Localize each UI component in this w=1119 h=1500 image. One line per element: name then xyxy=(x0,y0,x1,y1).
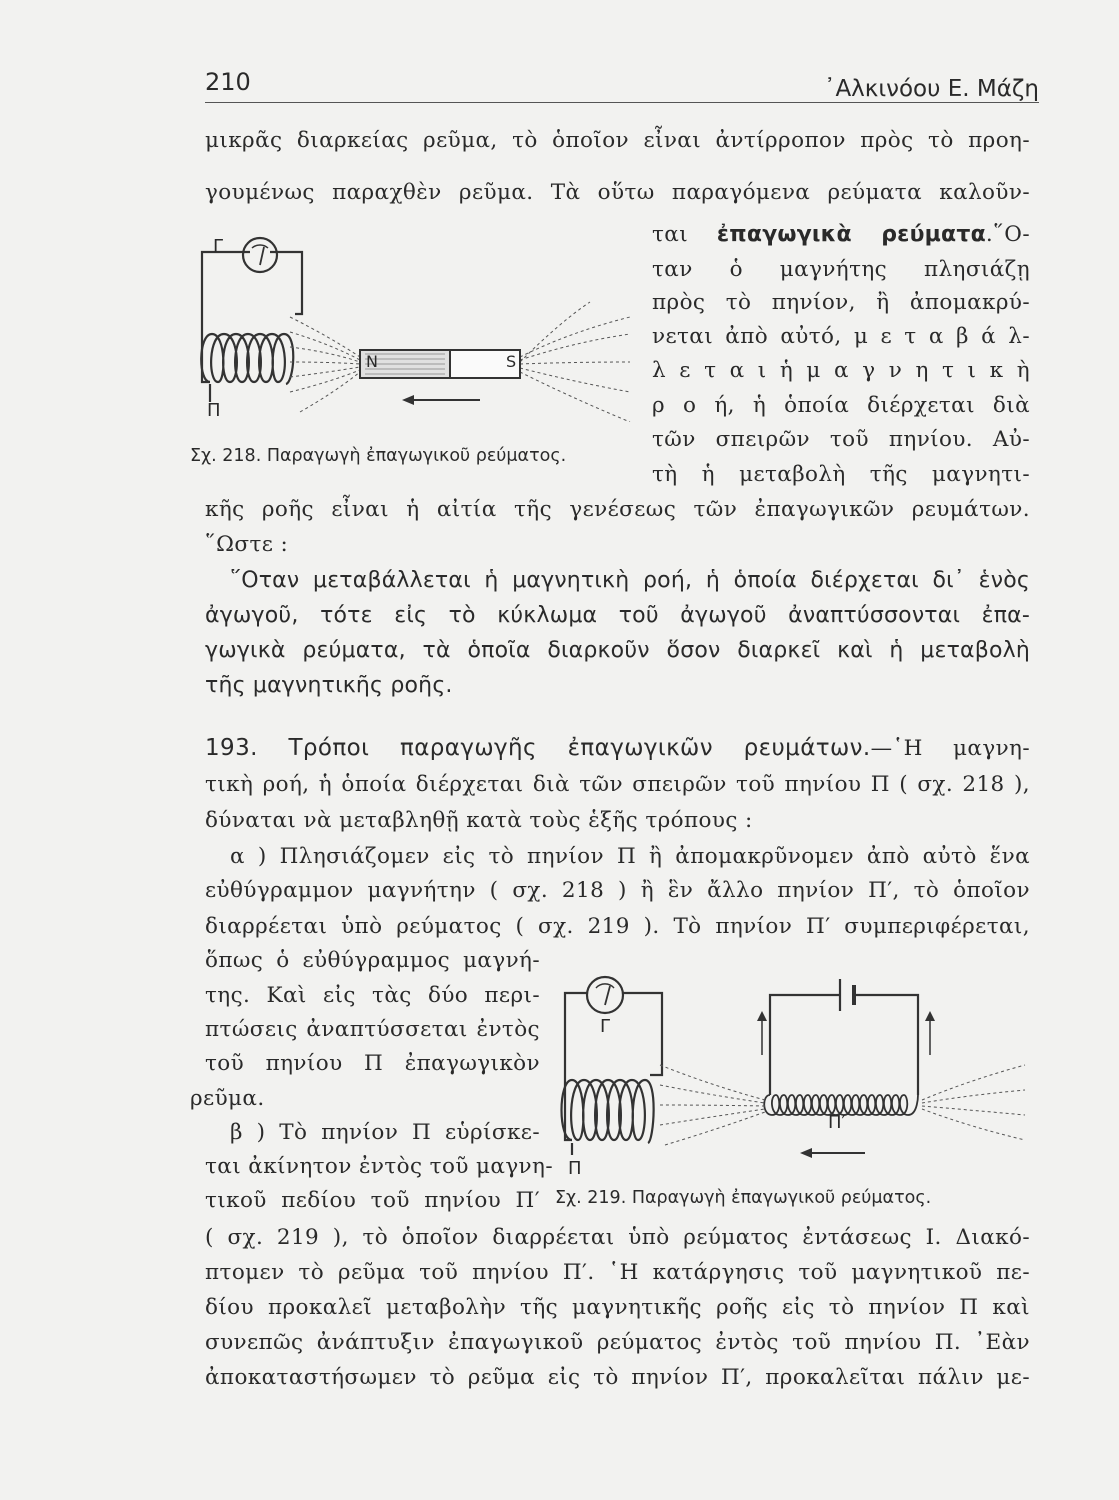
galvanometer-label-219: Γ xyxy=(600,1016,611,1037)
text-line: πτομεν τὸ ρεῦμα τοῦ πηνίου Π′. ῾Η κατάργησις τοῦ μαγνητικοῦ πε- xyxy=(205,1260,1030,1285)
text-line: β ) Τὸ πηνίον Π εὑρίσκε- xyxy=(230,1120,540,1145)
text-line: ἀγωγοῦ, τότε εἰς τὸ κύκλωμα τοῦ ἀγωγοῦ ἀναπτύσσονται ἐπα- xyxy=(205,603,1030,628)
text-line: ρεῦμα. xyxy=(190,1086,265,1111)
north-pole-label: N xyxy=(366,352,378,371)
text-line: δύναται νὰ μεταβληθῇ κατὰ τοὺς ἑξῆς τρόπους : xyxy=(205,808,753,833)
bold-term: ἐπαγωγικὰ ρεύματα xyxy=(716,222,986,247)
text-line: διαρρέεται ὑπὸ ρεύματος ( σχ. 219 ). Τὸ πηνίον Π′ συμπεριφέρεται, xyxy=(205,914,1030,939)
text-line: πτώσεις ἀναπτύσσεται ἐντὸς xyxy=(205,1017,540,1042)
text-line: της. Καὶ εἰς τὰς δύο περι- xyxy=(205,983,540,1008)
text-line: τικοῦ πεδίου τοῦ πηνίου Π′ xyxy=(205,1188,540,1213)
text-fragment: ται xyxy=(652,222,689,247)
text-line: τῶν σπειρῶν τοῦ πηνίου. Αὐ- xyxy=(652,427,1030,452)
coil-label: Π xyxy=(207,400,221,421)
figure-218-caption: Σχ. 218. Παραγωγὴ ἐπαγωγικοῦ ρεύματος. xyxy=(190,446,567,466)
running-head: ᾿Αλκινόου Ε. Μάζη xyxy=(823,76,1039,102)
section-heading-line xyxy=(205,735,1030,761)
text-line: τῆς μαγνητικῆς ροῆς. xyxy=(205,673,453,698)
text-line: ( σχ. 219 ), τὸ ὁποῖον διαρρέεται ὑπὸ ρεύματος ἐντάσεως I. Διακό- xyxy=(205,1225,1030,1250)
text-fragment: —῾Η μαγνη- xyxy=(870,736,1030,761)
text-line: τικὴ ροή, ἡ ὁποία διέρχεται διὰ τῶν σπειρῶν τοῦ πηνίου Π ( σχ. 218 ), xyxy=(205,772,1030,797)
text-line: ῞Οταν μεταβάλλεται ἡ μαγνητικὴ ροή, ἡ ὁποία διέρχεται δι᾿ ἑνὸς xyxy=(230,568,1030,593)
text-line: τοῦ πηνίου Π ἐπαγωγικὸν xyxy=(205,1051,540,1076)
text-line: γωγικὰ ρεύματα, τὰ ὁποῖα διαρκοῦν ὅσον διαρκεῖ καὶ ἡ μεταβολὴ xyxy=(205,638,1030,663)
text-line: δίου προκαλεῖ μεταβολὴν τῆς μαγνητικῆς ροῆς εἰς τὸ πηνίον Π καὶ xyxy=(205,1295,1030,1320)
text-line: μικρᾶς διαρκείας ρεῦμα, τὸ ὁποῖον εἶναι ἀντίρροπον πρὸς τὸ προη- xyxy=(205,128,1030,153)
text-line: συνεπῶς ἀνάπτυξιν ἐπαγωγικοῦ ρεύματος ἐντὸς τοῦ πηνίου Π. ᾿Εὰν xyxy=(205,1330,1030,1355)
text-line: εὐθύγραμμον μαγνήτην ( σχ. 218 ) ἢ ἓν ἄλλο πηνίον Π′, τὸ ὁποῖον xyxy=(205,878,1030,903)
primary-coil-label: Π′ xyxy=(828,1112,846,1133)
figure-219-caption: Σχ. 219. Παραγωγὴ ἐπαγωγικοῦ ρεύματος. xyxy=(555,1188,932,1208)
text-line: γουμένως παραχθὲν ρεῦμα. Τὰ οὕτω παραγόμενα ρεύματα καλοῦν- xyxy=(205,180,1030,205)
text-line: ἀποκαταστήσωμεν τὸ ρεῦμα εἰς τὸ πηνίον Π′, προκαλεῖται πάλιν με- xyxy=(205,1365,1030,1390)
text-line: ῞Ωστε : xyxy=(205,532,289,557)
text-line: α ) Πλησιάζομεν εἰς τὸ πηνίον Π ἢ ἀπομακρῦνομεν ἀπὸ αὐτὸ ἕνα xyxy=(230,844,1030,869)
page-number: 210 xyxy=(205,68,251,96)
section-title: 193. Τρόποι παραγωγῆς ἐπαγωγικῶν ρευμάτων. xyxy=(205,735,871,761)
figure-219 xyxy=(550,955,1030,1170)
text-line: λ ε τ α ι ἡ μ α γ ν η τ ι κ ὴ xyxy=(652,358,1030,383)
coil-label-219: Π xyxy=(568,1158,582,1179)
text-fragment: .῞Ο- xyxy=(985,222,1030,247)
figure-218 xyxy=(190,222,650,422)
text-line: ται ἀκίνητον ἐντὸς τοῦ μαγνη- xyxy=(205,1154,553,1179)
south-pole-label: S xyxy=(506,352,517,371)
text-line: ταν ὁ μαγνήτης πλησιάζῃ xyxy=(652,257,1030,282)
text-line: νεται ἀπὸ αὐτό, μ ε τ α β ά λ- xyxy=(652,324,1030,349)
text-line-bold-term xyxy=(652,222,1030,247)
text-line: πρὸς τὸ πηνίον, ἢ ἀπομακρύ- xyxy=(652,290,1030,315)
text-line: ὅπως ὁ εὐθύγραμμος μαγνή- xyxy=(205,948,540,973)
text-line: ρ ο ή, ἡ ὁποία διέρχεται διὰ xyxy=(652,393,1030,418)
text-line: τὴ ἡ μεταβολὴ τῆς μαγνητι- xyxy=(652,462,1030,487)
text-line: κῆς ροῆς εἶναι ἡ αἰτία τῆς γενέσεως τῶν ἐπαγωγικῶν ρευμάτων. xyxy=(205,497,1030,522)
page-header xyxy=(205,62,1039,103)
galvanometer-label: Γ xyxy=(213,236,224,257)
